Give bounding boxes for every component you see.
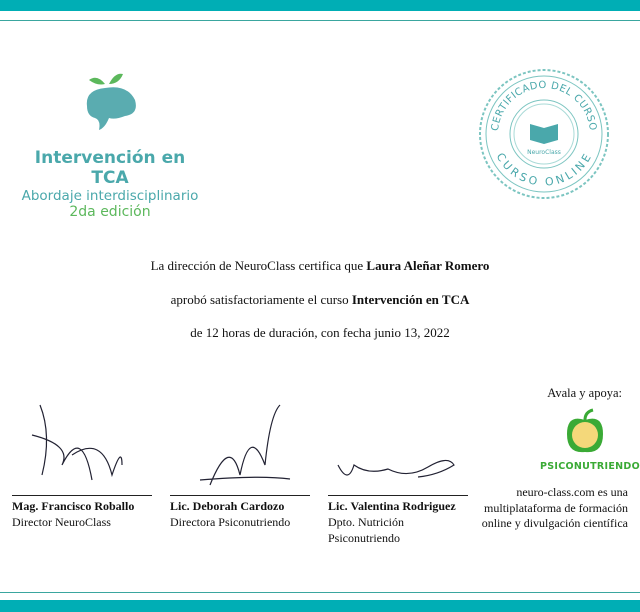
svg-text:NeuroClass: NeuroClass (527, 149, 561, 156)
top-border-line (0, 20, 640, 21)
course-logo (20, 70, 200, 221)
course-name: Intervención en TCA (351, 292, 470, 307)
top-border-bar (0, 0, 640, 11)
course-seal (474, 64, 614, 209)
course-edition: 2da edición (69, 204, 151, 220)
signature-image (170, 395, 310, 495)
signature-image (12, 395, 152, 495)
apple-brain-icon (563, 408, 607, 456)
duration-line: de 12 horas de duración, con fecha junio 13, 2022 (190, 325, 450, 340)
course-title: Intervención en TCA (34, 148, 186, 188)
course-subtitle: Abordaje interdisciplinario (21, 188, 199, 204)
book-icon (530, 124, 558, 144)
svg-text:CURSO ONLINE: CURSO ONLINE (493, 150, 595, 189)
recipient-name: Laura Aleñar Romero (366, 258, 490, 273)
signature-block-cardozo: Lic. Deborah Cardozo Directora Psiconutriendo (170, 395, 310, 530)
sponsor-label: Avala y apoya: (547, 386, 622, 400)
footer-note: neuro-class.com es una multiplataforma de formación online y divulgación científica (481, 485, 628, 530)
signature-image (328, 395, 468, 495)
bottom-border-line (0, 592, 640, 593)
certify-line: La dirección de NeuroClass certifica que Laura Aleñar Romero (150, 258, 490, 273)
signature-block-rodriguez: Lic. Valentina Rodriguez Dpto. Nutrición Psiconutriendo (328, 395, 468, 546)
signature-block-roballo: Mag. Francisco Roballo Director NeuroClass (12, 395, 152, 530)
svg-text:CERTIFICADO DEL CURSO: CERTIFICADO DEL CURSO (490, 79, 599, 132)
bottom-border-bar (0, 600, 640, 612)
sponsor-logo: PSICONUTRIENDO (540, 408, 630, 472)
brain-leaf-icon (75, 70, 145, 140)
course-line: aprobó satisfactoriamente el curso Intervención en TCA (170, 292, 470, 307)
